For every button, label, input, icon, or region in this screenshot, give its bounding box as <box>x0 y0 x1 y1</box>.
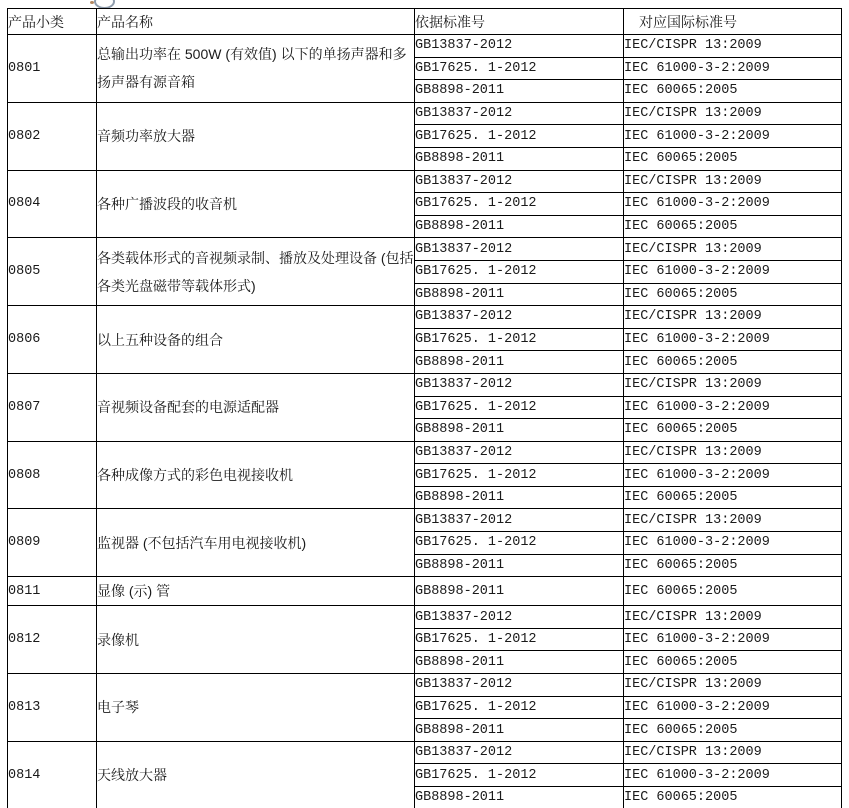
iec-standard-cell: IEC/CISPR 13:2009 <box>624 102 842 125</box>
iec-standard-cell: IEC 61000-3-2:2009 <box>624 464 842 487</box>
product-name-cell: 录像机 <box>97 606 415 674</box>
iec-standard-cell: IEC 60065:2005 <box>624 577 842 606</box>
gb-standard-cell: GB8898-2011 <box>415 651 624 674</box>
table-header <box>8 9 842 35</box>
iec-standard-cell: IEC 60065:2005 <box>624 787 842 808</box>
product-name-cell: 各类载体形式的音视频录制、播放及处理设备 (包括各类光盘磁带等载体形式) <box>97 238 415 306</box>
iec-standard-cell: IEC 61000-3-2:2009 <box>624 328 842 351</box>
iec-standard-cell: IEC 60065:2005 <box>624 719 842 742</box>
gb-standard-cell: GB8898-2011 <box>415 577 624 606</box>
iec-standard-cell: IEC 60065:2005 <box>624 147 842 170</box>
product-name-cell: 天线放大器 <box>97 741 415 808</box>
product-code-cell: 0807 <box>8 373 97 441</box>
iec-standard-cell: IEC 61000-3-2:2009 <box>624 57 842 80</box>
table-row <box>8 577 842 606</box>
gb-standard-cell: GB8898-2011 <box>415 80 624 103</box>
iec-standard-cell: IEC/CISPR 13:2009 <box>624 35 842 58</box>
table-body <box>8 35 842 808</box>
gb-standard-cell: GB13837-2012 <box>415 606 624 629</box>
product-name-cell: 各种广播波段的收音机 <box>97 170 415 238</box>
gb-standard-cell: GB17625. 1-2012 <box>415 628 624 651</box>
gb-standard-cell: GB17625. 1-2012 <box>415 464 624 487</box>
product-name-cell: 监视器 (不包括汽车用电视接收机) <box>97 509 415 577</box>
table-row <box>8 373 842 396</box>
product-code-cell: 0804 <box>8 170 97 238</box>
product-name-cell: 音视频设备配套的电源适配器 <box>97 373 415 441</box>
gb-standard-cell: GB17625. 1-2012 <box>415 57 624 80</box>
iec-standard-cell: IEC 60065:2005 <box>624 486 842 509</box>
product-code-cell: 0808 <box>8 441 97 509</box>
gb-standard-cell: GB17625. 1-2012 <box>415 532 624 555</box>
iec-standard-cell: IEC/CISPR 13:2009 <box>624 306 842 329</box>
product-code-cell: 0805 <box>8 238 97 306</box>
gb-standard-cell: GB8898-2011 <box>415 147 624 170</box>
product-code-cell: 0801 <box>8 35 97 103</box>
table-row <box>8 102 842 125</box>
product-name-cell: 显像 (示) 管 <box>97 577 415 606</box>
product-name-cell: 电子琴 <box>97 674 415 742</box>
iec-standard-cell: IEC 60065:2005 <box>624 419 842 442</box>
iec-standard-cell: IEC 60065:2005 <box>624 651 842 674</box>
product-name-cell: 音频功率放大器 <box>97 102 415 170</box>
iec-standard-cell: IEC 61000-3-2:2009 <box>624 628 842 651</box>
iec-standard-cell: IEC/CISPR 13:2009 <box>624 606 842 629</box>
product-code-cell: 0813 <box>8 674 97 742</box>
gb-standard-cell: GB17625. 1-2012 <box>415 193 624 216</box>
gb-standard-cell: GB13837-2012 <box>415 373 624 396</box>
iec-standard-cell: IEC/CISPR 13:2009 <box>624 674 842 697</box>
gb-standard-cell: GB8898-2011 <box>415 787 624 808</box>
gb-standard-cell: GB13837-2012 <box>415 170 624 193</box>
cropped-text-remnant-dot <box>90 1 94 4</box>
iec-standard-cell: IEC 61000-3-2:2009 <box>624 396 842 419</box>
header-international-standard-number: 对应国际标准号 <box>624 9 842 35</box>
product-code-cell: 0812 <box>8 606 97 674</box>
iec-standard-cell: IEC/CISPR 13:2009 <box>624 170 842 193</box>
gb-standard-cell: GB13837-2012 <box>415 674 624 697</box>
table-row <box>8 741 842 764</box>
gb-standard-cell: GB8898-2011 <box>415 419 624 442</box>
gb-standard-cell: GB13837-2012 <box>415 441 624 464</box>
gb-standard-cell: GB13837-2012 <box>415 238 624 261</box>
iec-standard-cell: IEC 61000-3-2:2009 <box>624 193 842 216</box>
gb-standard-cell: GB17625. 1-2012 <box>415 125 624 148</box>
iec-standard-cell: IEC 61000-3-2:2009 <box>624 260 842 283</box>
iec-standard-cell: IEC 60065:2005 <box>624 351 842 374</box>
product-code-cell: 0809 <box>8 509 97 577</box>
table-row <box>8 35 842 58</box>
iec-standard-cell: IEC 61000-3-2:2009 <box>624 696 842 719</box>
product-code-cell: 0806 <box>8 306 97 374</box>
iec-standard-cell: IEC 61000-3-2:2009 <box>624 532 842 555</box>
product-standards-table <box>7 8 842 808</box>
iec-standard-cell: IEC 60065:2005 <box>624 554 842 577</box>
product-code-cell: 0814 <box>8 741 97 808</box>
gb-standard-cell: GB17625. 1-2012 <box>415 328 624 351</box>
header-product-subcategory: 产品小类 <box>8 9 97 35</box>
gb-standard-cell: GB17625. 1-2012 <box>415 696 624 719</box>
gb-standard-cell: GB8898-2011 <box>415 719 624 742</box>
iec-standard-cell: IEC 61000-3-2:2009 <box>624 125 842 148</box>
gb-standard-cell: GB13837-2012 <box>415 102 624 125</box>
iec-standard-cell: IEC 60065:2005 <box>624 215 842 238</box>
iec-standard-cell: IEC/CISPR 13:2009 <box>624 373 842 396</box>
gb-standard-cell: GB8898-2011 <box>415 351 624 374</box>
table-row <box>8 306 842 329</box>
iec-standard-cell: IEC 60065:2005 <box>624 80 842 103</box>
header-product-name: 产品名称 <box>97 9 415 35</box>
product-name-cell: 总输出功率在 500W (有效值) 以下的单扬声器和多扬声器有源音箱 <box>97 35 415 103</box>
gb-standard-cell: GB17625. 1-2012 <box>415 764 624 787</box>
gb-standard-cell: GB8898-2011 <box>415 283 624 306</box>
gb-standard-cell: GB13837-2012 <box>415 741 624 764</box>
table-row <box>8 509 842 532</box>
table-row <box>8 441 842 464</box>
iec-standard-cell: IEC 60065:2005 <box>624 283 842 306</box>
iec-standard-cell: IEC/CISPR 13:2009 <box>624 238 842 261</box>
gb-standard-cell: GB13837-2012 <box>415 306 624 329</box>
gb-standard-cell: GB17625. 1-2012 <box>415 260 624 283</box>
iec-standard-cell: IEC/CISPR 13:2009 <box>624 441 842 464</box>
product-name-cell: 以上五种设备的组合 <box>97 306 415 374</box>
table-row <box>8 606 842 629</box>
iec-standard-cell: IEC/CISPR 13:2009 <box>624 509 842 532</box>
gb-standard-cell: GB13837-2012 <box>415 35 624 58</box>
iec-standard-cell: IEC 61000-3-2:2009 <box>624 764 842 787</box>
table-row <box>8 238 842 261</box>
gb-standard-cell: GB13837-2012 <box>415 509 624 532</box>
gb-standard-cell: GB17625. 1-2012 <box>415 396 624 419</box>
gb-standard-cell: GB8898-2011 <box>415 215 624 238</box>
product-code-cell: 0802 <box>8 102 97 170</box>
iec-standard-cell: IEC/CISPR 13:2009 <box>624 741 842 764</box>
gb-standard-cell: GB8898-2011 <box>415 486 624 509</box>
product-code-cell: 0811 <box>8 577 97 606</box>
gb-standard-cell: GB8898-2011 <box>415 554 624 577</box>
header-standard-number: 依据标准号 <box>415 9 624 35</box>
table-row <box>8 674 842 697</box>
product-name-cell: 各种成像方式的彩色电视接收机 <box>97 441 415 509</box>
header-row <box>8 9 842 35</box>
table-row <box>8 170 842 193</box>
